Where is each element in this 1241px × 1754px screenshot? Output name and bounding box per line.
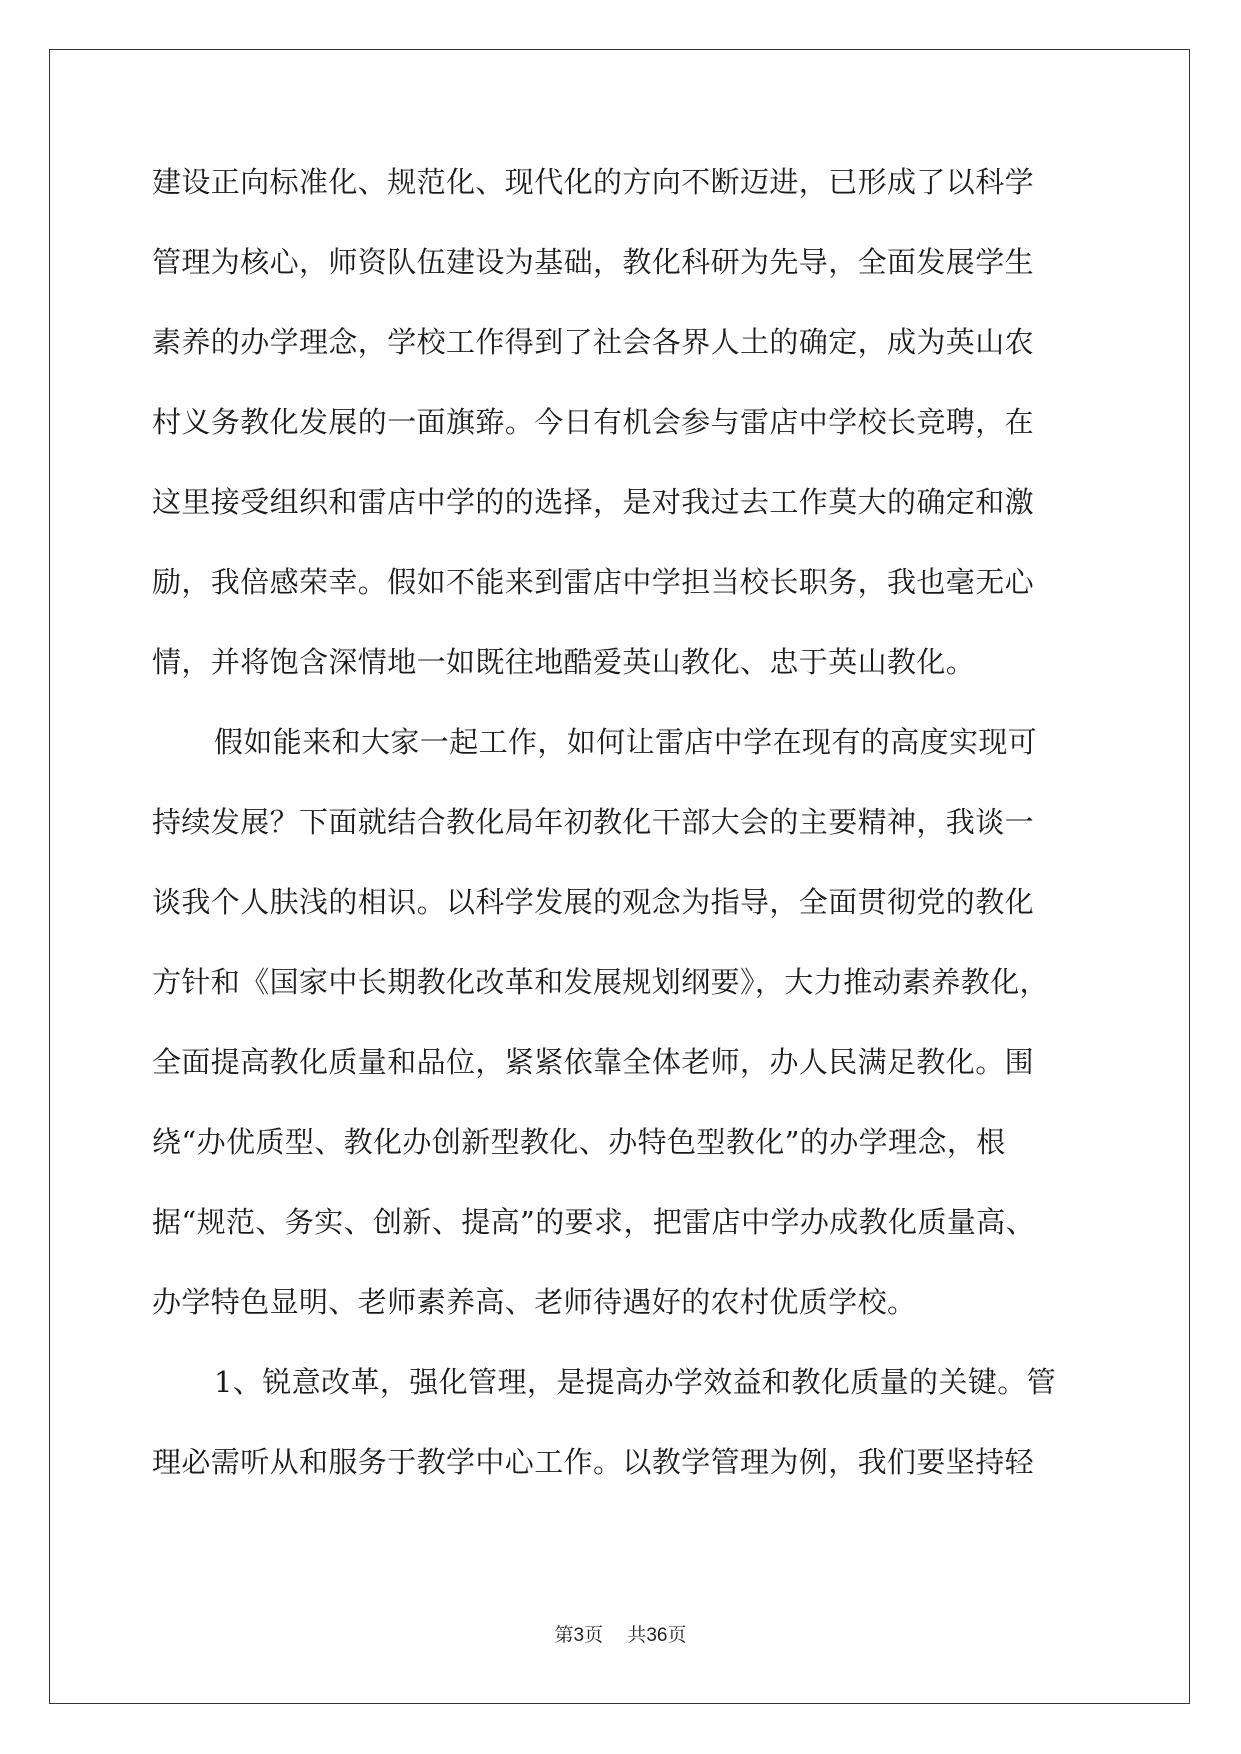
page-footer [0, 1620, 1241, 1647]
text-line: 据“规范、务实、创新、提高”的要求，把雷店中学办成教化质量高、 [152, 1205, 1036, 1239]
page-number-total: 36 [646, 1625, 668, 1646]
text-line: 方针和《国家中长期教化改革和发展规划纲要》，大力推动素养教化， [152, 965, 1049, 999]
page-label-prefix: 第 [554, 1624, 574, 1646]
text-line: 全面提高教化质量和品位，紧紧依靠全体老师，办人民满足教化。围 [152, 1045, 1035, 1079]
document-body [152, 158, 1092, 1518]
text-line: 励，我倍感荣幸。假如不能来到雷店中学担当校长职务，我也毫无心 [152, 565, 1035, 599]
text-line: 素养的办学理念，学校工作得到了社会各界人土的确定，成为英山农 [152, 325, 1035, 359]
total-label-unit: 页 [667, 1624, 687, 1646]
total-label-prefix: 共 [627, 1624, 647, 1646]
text-line: 绕“办优质型、教化办创新型教化、办特色型教化”的办学理念，根 [152, 1125, 1006, 1159]
text-line: 谈我个人肤浅的相识。以科学发展的观念为指导，全面贯彻党的教化 [152, 885, 1035, 919]
text-line: 假如能来和大家一起工作，如何让雷店中学在现有的高度实现可 [214, 725, 1038, 759]
page-label-unit: 页 [584, 1624, 604, 1646]
text-line: 持续发展？下面就结合教化局年初教化干部大会的主要精神，我谈一 [152, 805, 1035, 839]
text-line: 这里接受组织和雷店中学的的选择，是对我过去工作莫大的确定和激 [152, 485, 1035, 519]
text-line: 办学特色显明、老师素养高、老师待遇好的农村优质学校。 [152, 1285, 917, 1319]
text-line: 情，并将饱含深情地一如既往地酷爱英山教化、忠于英山教化。 [152, 645, 976, 679]
page-number-current: 3 [573, 1625, 585, 1646]
text-line: 建设正向标准化、规范化、现代化的方向不断迈进，已形成了以科学 [152, 165, 1035, 199]
text-line: 理必需听从和服务于教学中心工作。以教学管理为例，我们要坚持轻 [152, 1445, 1035, 1479]
text-line: 管理为核心，师资队伍建设为基础，教化科研为先导，全面发展学生 [152, 245, 1035, 279]
text-line: 1、锐意改革，强化管理，是提高办学效益和教化质量的关键。管 [214, 1365, 1057, 1399]
text-line: 村义务教化发展的一面旗臶。今日有机会参与雷店中学校长竞聘，在 [152, 405, 1035, 439]
